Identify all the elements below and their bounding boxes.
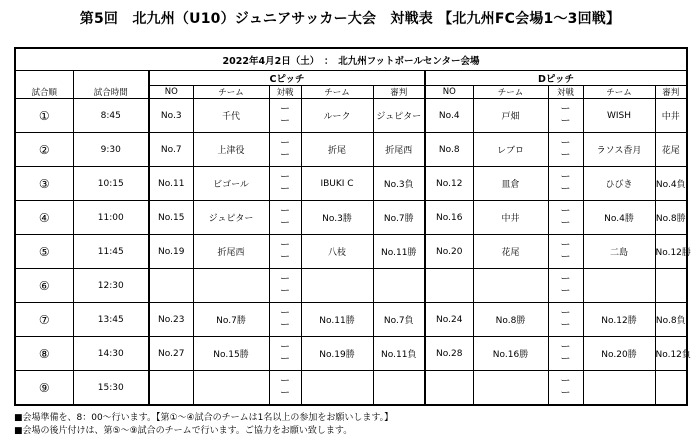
d-team2: [583, 269, 655, 303]
time-header: 試合時間: [73, 86, 149, 99]
d-team2: No.20勝: [583, 337, 655, 371]
c-team2-header: チーム: [301, 86, 373, 99]
round: ⑨: [15, 371, 73, 406]
match-row: [15, 235, 687, 269]
pitch-c-header: Cピッチ: [149, 71, 425, 86]
time: 10:15: [73, 167, 149, 201]
c-vs: [269, 371, 301, 406]
d-vs: [548, 133, 583, 167]
vs-dash-bottom: ー: [560, 387, 571, 399]
c-no-header: NO: [149, 86, 193, 99]
c-referee: No.7負: [373, 303, 425, 337]
c-team1: No.7勝: [193, 303, 269, 337]
c-team2: 八枝: [301, 235, 373, 269]
vs-dash-bottom: ー: [280, 285, 290, 297]
d-referee: 花尾: [655, 133, 687, 167]
document-title: 第5回 北九州（U10）ジュニアサッカー大会 対戦表 【北九州FC会場1～3回戦】: [79, 11, 621, 27]
c-vs: [269, 337, 301, 371]
vs-dash-bottom: ー: [280, 387, 290, 399]
d-team1: [473, 269, 548, 303]
vs-dash-bottom: ー: [280, 217, 290, 229]
vs-dash-top: ー: [280, 137, 290, 149]
match-row: [15, 201, 687, 235]
c-referee: No.11負: [373, 337, 425, 371]
match-row: [15, 269, 687, 303]
c-referee: [373, 371, 425, 406]
d-referee: No.8負: [655, 303, 687, 337]
c-team2: ルーク: [301, 99, 373, 133]
vs-dash-top: ー: [560, 239, 571, 251]
c-team1: 上津役: [193, 133, 269, 167]
c-referee: ジュピター: [373, 99, 425, 133]
d-team2: 二島: [583, 235, 655, 269]
vs-dash-top: ー: [280, 239, 290, 251]
notes: [14, 412, 393, 438]
round: ①: [15, 99, 73, 133]
vs-dash-bottom: ー: [560, 149, 571, 161]
vs-dash-bottom: ー: [560, 285, 571, 297]
vs-dash-top: ー: [560, 375, 571, 387]
c-match-no: No.15: [149, 201, 193, 235]
note-cleanup: ■会場の後片付けは、第⑤～⑨試合のチームで行います。ご協力をお願い致します。: [14, 426, 353, 436]
vs-dash-top: ー: [280, 205, 290, 217]
vs-dash-top: ー: [280, 273, 290, 285]
c-match-no: No.11: [149, 167, 193, 201]
c-match-no: No.19: [149, 235, 193, 269]
c-team2: No.11勝: [301, 303, 373, 337]
c-vs: [269, 235, 301, 269]
c-team1: ビゴール: [193, 167, 269, 201]
c-team2: IBUKI C: [301, 167, 373, 201]
round-header: 試合順: [15, 86, 73, 99]
d-match-no: No.4: [425, 99, 473, 133]
time: 15:30: [73, 371, 149, 406]
d-vs: [548, 371, 583, 406]
match-row: [15, 99, 687, 133]
time: 13:45: [73, 303, 149, 337]
d-team1: 戸畑: [473, 99, 548, 133]
c-match-no: No.23: [149, 303, 193, 337]
d-team2-header: チーム: [583, 86, 655, 99]
d-match-no: No.12: [425, 167, 473, 201]
match-row: [15, 133, 687, 167]
round: ④: [15, 201, 73, 235]
c-team2: [301, 269, 373, 303]
time: 11:00: [73, 201, 149, 235]
d-team1: 花尾: [473, 235, 548, 269]
c-vs: [269, 269, 301, 303]
vs-dash-bottom: ー: [280, 319, 290, 331]
vs-dash-bottom: ー: [560, 217, 571, 229]
round: ⑥: [15, 269, 73, 303]
time: 8:45: [73, 99, 149, 133]
c-referee: [373, 269, 425, 303]
c-vs: [269, 167, 301, 201]
vs-dash-top: ー: [280, 171, 290, 183]
c-team1: 折尾西: [193, 235, 269, 269]
c-match-no: No.3: [149, 99, 193, 133]
d-team2: WISH: [583, 99, 655, 133]
vs-dash-top: ー: [280, 375, 290, 387]
c-team2: No.19勝: [301, 337, 373, 371]
d-referee: No.4負: [655, 167, 687, 201]
round: ⑧: [15, 337, 73, 371]
d-vs: [548, 201, 583, 235]
c-team1: [193, 269, 269, 303]
vs-dash-bottom: ー: [560, 319, 571, 331]
d-match-no: No.8: [425, 133, 473, 167]
d-vs: [548, 337, 583, 371]
vs-dash-top: ー: [560, 273, 571, 285]
round: ⑤: [15, 235, 73, 269]
d-team1: [473, 371, 548, 406]
vs-dash-top: ー: [280, 103, 290, 115]
pitch-header-row: [15, 71, 687, 86]
d-team2: ラソス香月: [583, 133, 655, 167]
d-referee: 中井: [655, 99, 687, 133]
c-referee: 折尾西: [373, 133, 425, 167]
d-referee: [655, 269, 687, 303]
c-team2: No.3勝: [301, 201, 373, 235]
c-team2: [301, 371, 373, 406]
vs-dash-top: ー: [560, 137, 571, 149]
date-venue: 2022年4月2日（土） ： 北九州フットボールセンター会場: [15, 48, 687, 71]
match-row: [15, 337, 687, 371]
d-match-no: [425, 371, 473, 406]
time: 12:30: [73, 269, 149, 303]
round: ⑦: [15, 303, 73, 337]
d-match-no: No.24: [425, 303, 473, 337]
c-team1: 千代: [193, 99, 269, 133]
c-referee: No.7勝: [373, 201, 425, 235]
d-no-header: NO: [425, 86, 473, 99]
c-match-no: [149, 269, 193, 303]
d-team2: ひびき: [583, 167, 655, 201]
schedule-table: [14, 47, 691, 406]
d-referee: No.8勝: [655, 201, 687, 235]
vs-dash-bottom: ー: [560, 251, 571, 263]
d-vs: [548, 99, 583, 133]
d-vs: [548, 303, 583, 337]
d-team2: No.4勝: [583, 201, 655, 235]
vs-dash-bottom: ー: [560, 353, 571, 365]
d-match-no: No.20: [425, 235, 473, 269]
vs-dash-top: ー: [280, 341, 290, 353]
vs-dash-bottom: ー: [280, 251, 290, 263]
note-setup: ■会場準備を、8：00～行います。【第①～④試合のチームは1名以上の参加をお願いします。】: [14, 413, 394, 423]
c-referee-header: 審判: [373, 86, 425, 99]
d-referee: No.12勝: [655, 235, 687, 269]
c-vs: [269, 303, 301, 337]
time: 9:30: [73, 133, 149, 167]
c-match-no: No.27: [149, 337, 193, 371]
d-vs-header: 対戦: [548, 86, 583, 99]
c-team1-header: チーム: [193, 86, 269, 99]
match-row: [15, 371, 687, 406]
d-team1: No.16勝: [473, 337, 548, 371]
time: 14:30: [73, 337, 149, 371]
column-header-row: [15, 86, 687, 99]
d-team1: レブロ: [473, 133, 548, 167]
d-team1-header: チーム: [473, 86, 548, 99]
c-vs: [269, 99, 301, 133]
c-vs-header: 対戦: [269, 86, 301, 99]
c-team2: 折尾: [301, 133, 373, 167]
vs-dash-top: ー: [280, 307, 290, 319]
date-venue-row: [15, 48, 687, 71]
round: ②: [15, 133, 73, 167]
c-team1: [193, 371, 269, 406]
d-match-no: No.16: [425, 201, 473, 235]
match-row: [15, 303, 687, 337]
d-referee-header: 審判: [655, 86, 687, 99]
d-team2: [583, 371, 655, 406]
vs-dash-top: ー: [560, 307, 571, 319]
c-match-no: No.7: [149, 133, 193, 167]
round: ③: [15, 167, 73, 201]
vs-dash-bottom: ー: [280, 353, 290, 365]
vs-dash-bottom: ー: [280, 183, 290, 195]
d-team2: No.12勝: [583, 303, 655, 337]
c-team1: No.15勝: [193, 337, 269, 371]
c-referee: No.3負: [373, 167, 425, 201]
vs-dash-top: ー: [560, 341, 571, 353]
d-referee: No.12負: [655, 337, 687, 371]
c-referee: No.11勝: [373, 235, 425, 269]
vs-dash-bottom: ー: [560, 183, 571, 195]
c-match-no: [149, 371, 193, 406]
c-team1: ジュピター: [193, 201, 269, 235]
match-row: [15, 167, 687, 201]
d-team1: No.8勝: [473, 303, 548, 337]
vs-dash-top: ー: [560, 205, 571, 217]
d-match-no: No.28: [425, 337, 473, 371]
time: 11:45: [73, 235, 149, 269]
d-match-no: [425, 269, 473, 303]
vs-dash-bottom: ー: [280, 115, 290, 127]
vs-dash-top: ー: [560, 103, 571, 115]
d-vs: [548, 269, 583, 303]
d-team1: 中井: [473, 201, 548, 235]
pitch-d-header: Dピッチ: [425, 71, 687, 86]
vs-dash-bottom: ー: [280, 149, 290, 161]
vs-dash-top: ー: [560, 171, 571, 183]
d-referee: [655, 371, 687, 406]
c-vs: [269, 133, 301, 167]
d-vs: [548, 167, 583, 201]
vs-dash-bottom: ー: [560, 115, 571, 127]
c-vs: [269, 201, 301, 235]
d-vs: [548, 235, 583, 269]
d-team1: 皿倉: [473, 167, 548, 201]
